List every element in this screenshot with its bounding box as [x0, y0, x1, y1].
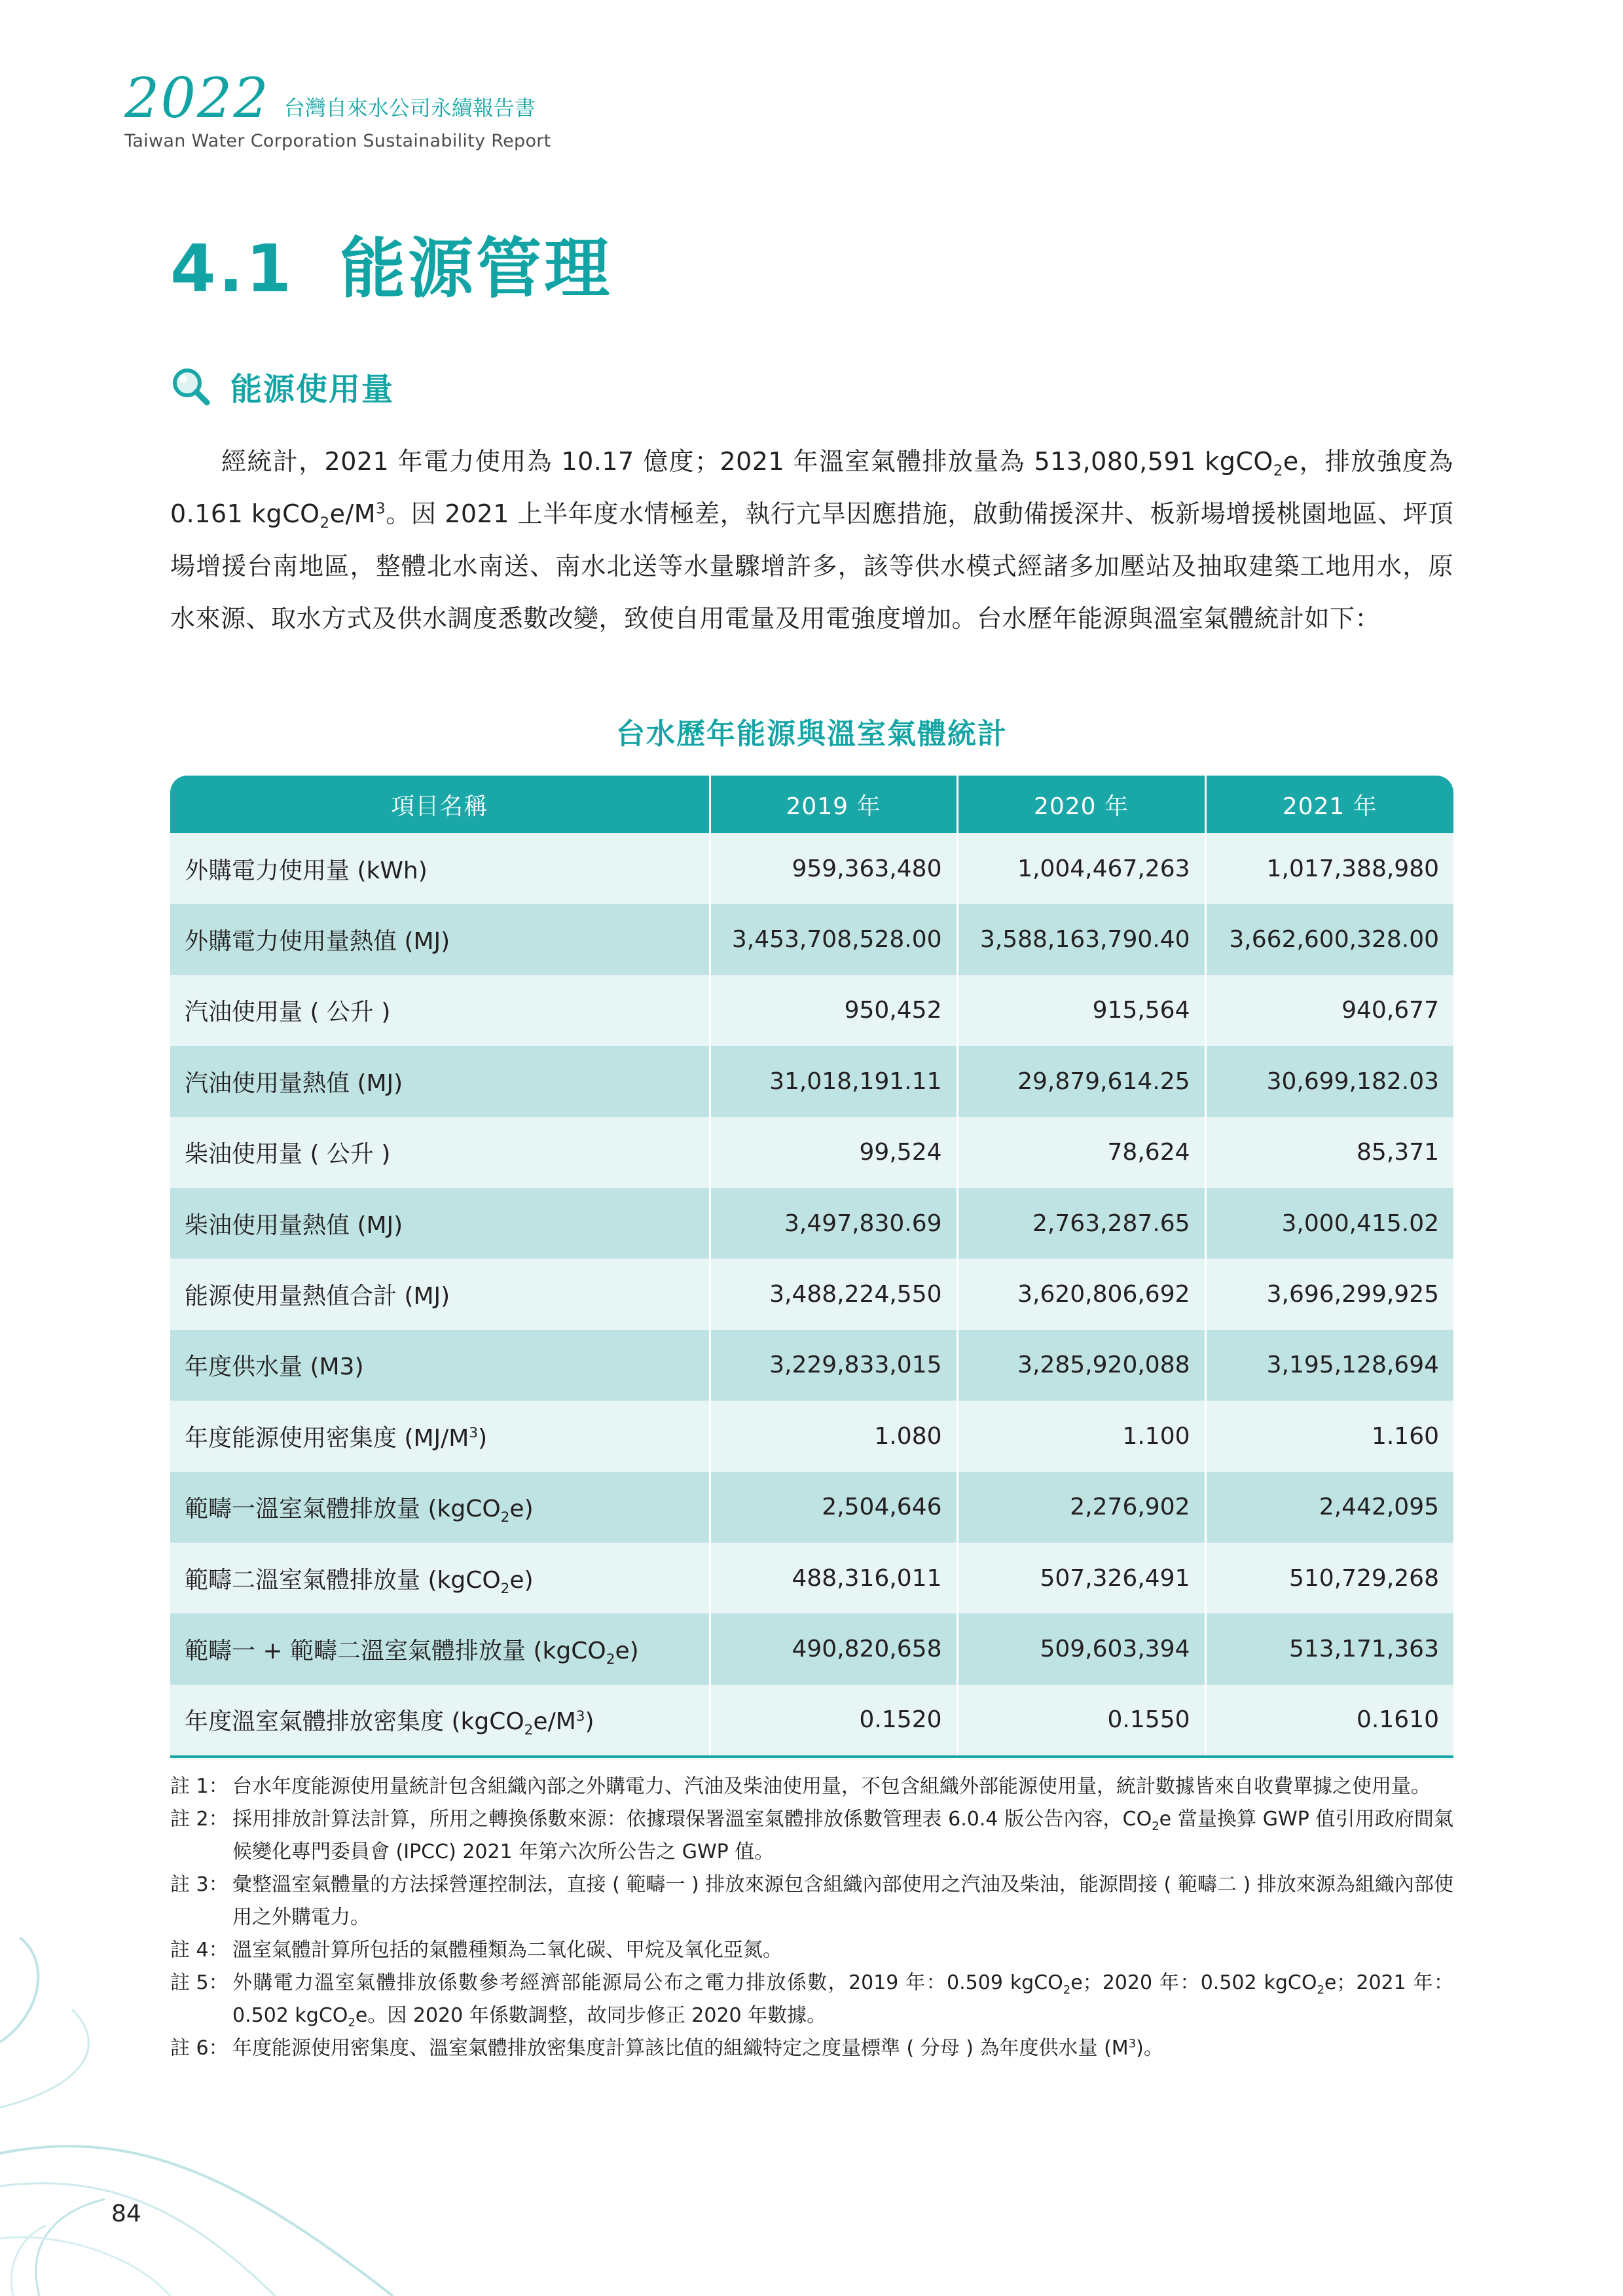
- page-number: 84: [111, 2200, 141, 2227]
- value-cell-2019: 3,229,833,015: [710, 1330, 957, 1401]
- footnote: [170, 1967, 1453, 2032]
- row-label: 範疇二溫室氣體排放量 (kgCO$_2$e): [170, 1543, 710, 1613]
- value-cell-2020: 507,326,491: [957, 1543, 1205, 1613]
- header-2019: 2019 年: [710, 776, 957, 833]
- footnotes: [170, 1770, 1453, 2065]
- value-cell-2020: 915,564: [957, 975, 1205, 1046]
- footnote-label: 註 2：: [170, 1808, 228, 1831]
- footnote-text: 溫室氣體計算所包括的氣體種類為二氧化碳、甲烷及氧化亞氮。: [232, 1939, 782, 1962]
- value-cell-2019: 3,453,708,528.00: [710, 904, 957, 975]
- table-header-row: [170, 776, 1453, 833]
- value-cell-2021: 1,017,388,980: [1205, 833, 1453, 904]
- value-cell-2019: 0.1520: [710, 1685, 957, 1757]
- table-row: [170, 1613, 1453, 1684]
- value-cell-2019: 490,820,658: [710, 1613, 957, 1684]
- footnote-label: 註 6：: [170, 2037, 228, 2060]
- value-cell-2020: 0.1550: [957, 1685, 1205, 1757]
- value-cell-2021: 3,662,600,328.00: [1205, 904, 1453, 975]
- value-cell-2019: 3,497,830.69: [710, 1188, 957, 1259]
- value-cell-2021: 3,000,415.02: [1205, 1188, 1453, 1259]
- subsection-title: 能源使用量: [230, 370, 395, 408]
- intro-paragraph: [170, 435, 1453, 645]
- table-row: [170, 904, 1453, 975]
- footnote-text: 採用排放計算法計算，所用之轉換係數來源：依據環保署溫室氣體排放係數管理表 6.0.4 版公告內容，$CO_2e$ 當量換算 GWP 值引用政府間氣候變化專門委員會 (IPCC) 2021 年第六次所公告之 GWP 值。: [232, 1808, 1453, 1863]
- footnote-label: 註 5：: [170, 1971, 228, 1994]
- value-cell-2020: 1.100: [957, 1401, 1205, 1471]
- value-cell-2020: 2,276,902: [957, 1472, 1205, 1543]
- row-label: 年度供水量 (M3): [170, 1330, 710, 1401]
- table-row: [170, 975, 1453, 1046]
- value-cell-2020: 2,763,287.65: [957, 1188, 1205, 1259]
- footnote: [170, 1869, 1453, 1934]
- row-label: 範疇一溫室氣體排放量 (kgCO$_2$e): [170, 1472, 710, 1543]
- magnifier-icon: [170, 366, 211, 406]
- row-label: 汽油使用量 ( 公升 ): [170, 975, 710, 1046]
- value-cell-2019: 99,524: [710, 1117, 957, 1188]
- energy-ghg-table: [170, 776, 1453, 1758]
- value-cell-2019: 31,018,191.11: [710, 1046, 957, 1117]
- table-row: [170, 1401, 1453, 1471]
- table-row: [170, 833, 1453, 904]
- footnote: [170, 1770, 1453, 1803]
- row-label: 外購電力使用量 (kWh): [170, 833, 710, 904]
- row-label: 範疇一 + 範疇二溫室氣體排放量 (kgCO$_2$e): [170, 1613, 710, 1684]
- section-title: 能源管理: [340, 230, 613, 307]
- report-title-zh: 台灣自來水公司永續報告書: [283, 96, 536, 120]
- value-cell-2020: 509,603,394: [957, 1613, 1205, 1684]
- value-cell-2019: 2,504,646: [710, 1472, 957, 1543]
- row-label: 汽油使用量熱值 (MJ): [170, 1046, 710, 1117]
- value-cell-2021: 940,677: [1205, 975, 1453, 1046]
- value-cell-2021: 2,442,095: [1205, 1472, 1453, 1543]
- value-cell-2021: 3,195,128,694: [1205, 1330, 1453, 1401]
- value-cell-2020: 3,285,920,088: [957, 1330, 1205, 1401]
- section-number: 4.1: [170, 230, 295, 307]
- header-2020: 2020 年: [957, 776, 1205, 833]
- table-row: [170, 1330, 1453, 1401]
- value-cell-2020: 3,588,163,790.40: [957, 904, 1205, 975]
- footnote-text: 彙整溫室氣體量的方法採營運控制法，直接 ( 範疇一 ) 排放來源包含組織內部使用之汽油及柴油，能源間接 ( 範疇二 ) 排放來源為組織內部使用之外購電力。: [232, 1873, 1453, 1929]
- footnote-label: 註 1：: [170, 1775, 228, 1798]
- value-cell-2020: 78,624: [957, 1117, 1205, 1188]
- value-cell-2021: 510,729,268: [1205, 1543, 1453, 1613]
- section-heading: [170, 216, 612, 310]
- intro-text: 經統計，2021 年電力使用為 10.17 億度；2021 年溫室氣體排放量為 513,080,591 kgCO$_2$e，排放強度為 0.161 $kgCO_2e/M^3$。因 2021 上半年度水情極差，執行亢旱因應措施，啟動備援深井、板新場增援桃園地區、坪頂場增援台南地區，整體北水南送、南水北送等水量驟增許多，該等供水模式經諸多加壓站及抽取建築工地用水，原水來源、取水方式及供水調度悉數改變，致使自用電量及用電強度增加。台水歷年能源與溫室氣體統計如下：: [170, 447, 1453, 633]
- footnote: [170, 1934, 1453, 1967]
- table-row: [170, 1543, 1453, 1613]
- value-cell-2021: 85,371: [1205, 1117, 1453, 1188]
- row-label: 年度溫室氣體排放密集度 $(kgCO_2e/M^3)$: [170, 1685, 710, 1757]
- row-label: 柴油使用量熱值 (MJ): [170, 1188, 710, 1259]
- header-item-name: 項目名稱: [170, 776, 710, 833]
- table-title: 台水歷年能源與溫室氣體統計: [616, 717, 1008, 751]
- value-cell-2019: 488,316,011: [710, 1543, 957, 1613]
- row-label: 外購電力使用量熱值 (MJ): [170, 904, 710, 975]
- footnote-label: 註 3：: [170, 1873, 228, 1896]
- table-row: [170, 1117, 1453, 1188]
- table-body: [170, 833, 1453, 1757]
- table-row: [170, 1472, 1453, 1543]
- value-cell-2021: 513,171,363: [1205, 1613, 1453, 1684]
- value-cell-2021: 3,696,299,925: [1205, 1259, 1453, 1329]
- value-cell-2021: 30,699,182.03: [1205, 1046, 1453, 1117]
- table-row: [170, 1259, 1453, 1329]
- value-cell-2019: 1.080: [710, 1401, 957, 1471]
- row-label: 年度能源使用密集度 $(MJ/M^3)$: [170, 1401, 710, 1471]
- subsection-heading: [170, 363, 394, 409]
- footnote-text: 年度能源使用密集度、溫室氣體排放密集度計算該比值的組織特定之度量標準 ( 分母 ) 為年度供水量 $(M^3)$。: [232, 2037, 1163, 2060]
- value-cell-2019: 959,363,480: [710, 833, 957, 904]
- row-label: 柴油使用量 ( 公升 ): [170, 1117, 710, 1188]
- value-cell-2020: 1,004,467,263: [957, 833, 1205, 904]
- table-row: [170, 1046, 1453, 1117]
- value-cell-2019: 950,452: [710, 975, 957, 1046]
- row-label: 能源使用量熱值合計 (MJ): [170, 1259, 710, 1329]
- footnote: [170, 2032, 1453, 2065]
- report-year: 2022: [124, 66, 270, 130]
- value-cell-2020: 29,879,614.25: [957, 1046, 1205, 1117]
- footnote-text: 台水年度能源使用量統計包含組織內部之外購電力、汽油及柴油使用量，不包含組織外部能源使用量，統計數據皆來自收費單據之使用量。: [232, 1775, 1431, 1798]
- footnote-text: 外購電力溫室氣體排放係數參考經濟部能源局公布之電力排放係數，2019 年：0.509 kgCO$_2$e；2020 年：0.502 kgCO$_2$e；2021 年：0.502 kgCO$_2$e。因 2020 年係數調整，故同步修正 2020 年數據。: [232, 1971, 1453, 2030]
- footnote: [170, 1803, 1453, 1869]
- table-row: [170, 1188, 1453, 1259]
- value-cell-2020: 3,620,806,692: [957, 1259, 1205, 1329]
- value-cell-2021: 1.160: [1205, 1401, 1453, 1471]
- report-header: [124, 66, 536, 130]
- value-cell-2019: 3,488,224,550: [710, 1259, 957, 1329]
- footnote-label: 註 4：: [170, 1939, 228, 1962]
- report-title-en: Taiwan Water Corporation Sustainability Report: [124, 131, 551, 151]
- table-row: [170, 1685, 1453, 1757]
- value-cell-2021: 0.1610: [1205, 1685, 1453, 1757]
- header-2021: 2021 年: [1205, 776, 1453, 833]
